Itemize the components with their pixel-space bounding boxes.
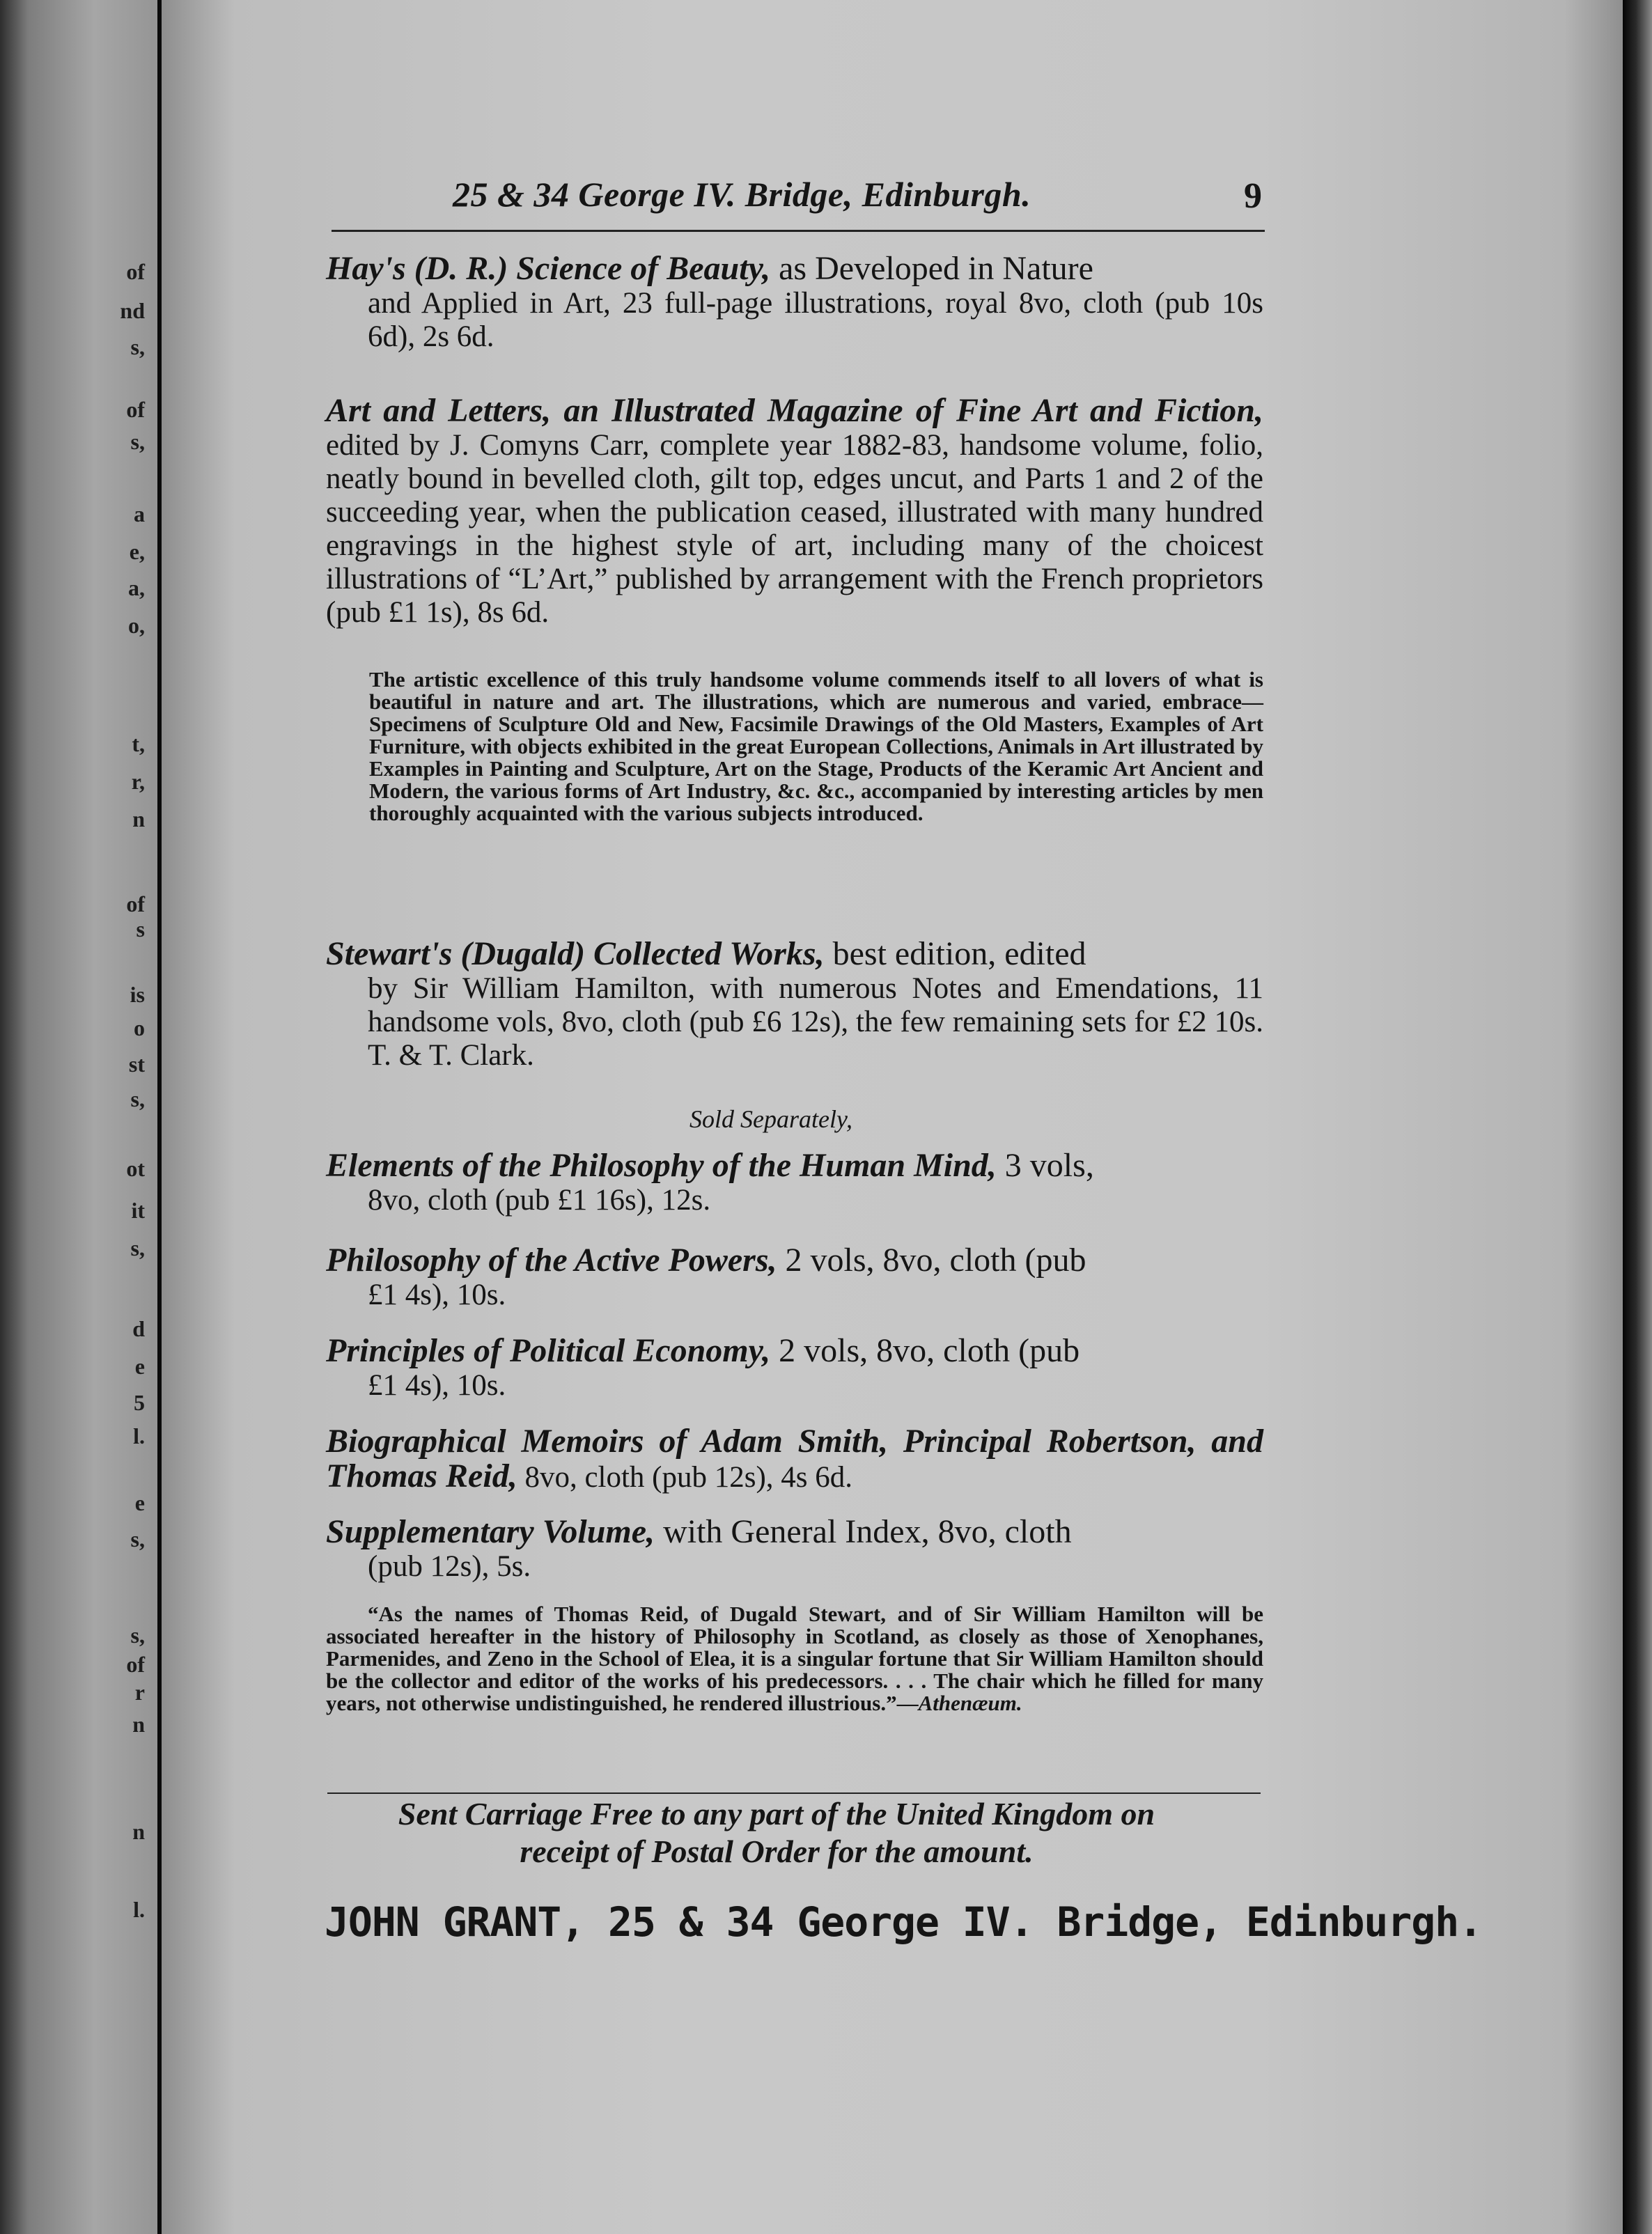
left-margin-fragment: s,: [130, 1235, 145, 1260]
entry-title: Stewart's (Dugald) Collected Works,: [326, 935, 825, 972]
left-margin-fragment: l.: [133, 1897, 145, 1922]
quote-text: “As the names of Thomas Reid, of Dugald Stewart, and of Sir William Hamilton will be associated hereafter in the history of Philosophy in Scotland, as closely as those of Xenophanes, Parmenides, and Zeno in the School of Elea, it is a singular fortune that Sir William Hamilton should be the collector and editor of the works of his predecessors. . . . The chair which he filled for many years, not otherwise undistinguished, he rendered illustrious.”—: [326, 1602, 1263, 1715]
left-margin-fragment: o,: [128, 613, 145, 638]
item-body: £1 4s), 10s.: [368, 1369, 506, 1402]
entry-title: Hay's (D. R.) Science of Beauty,: [326, 250, 771, 287]
page-number: 9: [1244, 176, 1262, 216]
item-lead: 2 vols, 8vo, cloth (pub: [770, 1332, 1080, 1369]
publisher-imprint: JOHN GRANT, 25 & 34 George IV. Bridge, Edinburgh.: [325, 1898, 1483, 1946]
left-margin-fragment: of: [126, 259, 145, 284]
item-body: 8vo, cloth (pub 12s), 4s 6d.: [524, 1461, 853, 1494]
carriage-notice: [293, 1795, 1261, 1870]
left-margin-fragment: ot: [126, 1156, 145, 1181]
entry-body: edited by J. Comyns Carr, complete year 1882-83, handsome volume, folio, neatly bound in bevelled cloth, gilt top, edges uncut, and Parts 1 and 2 of the succeeding year, when the publication ceased, illustrated with many hundred engravings in the highest style of art, including many of the choicest illustrations of “L’Art,” published by arrangement with the French proprietors (pub £1 1s), 8s 6d.: [326, 429, 1263, 629]
catalogue-entry-hay: [326, 252, 1263, 354]
item-lead: with General Index, 8vo, cloth: [655, 1513, 1072, 1550]
left-margin-fragment: r: [134, 1680, 145, 1705]
item-body: £1 4s), 10s.: [368, 1279, 506, 1311]
left-margin-fragment: it: [131, 1198, 145, 1223]
left-margin-fragment: n: [132, 1819, 145, 1844]
left-margin-fragment: s,: [130, 1623, 145, 1648]
header-rule: [332, 230, 1265, 232]
separate-item-memoirs: [326, 1425, 1263, 1494]
catalogue-entry-art-and-letters: [326, 394, 1263, 630]
item-title: Supplementary Volume,: [326, 1513, 655, 1550]
catalogue-entry-stewart: [326, 937, 1263, 1072]
item-lead: 3 vols,: [996, 1147, 1094, 1184]
separate-item-political-economy: [326, 1334, 1263, 1403]
left-margin-fragment: a,: [128, 575, 145, 600]
running-head: 25 & 34 George IV. Bridge, Edinburgh.: [453, 175, 1031, 214]
left-margin-fragment: e: [134, 1354, 145, 1379]
art-letters-note: The artistic excellence of this truly handsome volume commends itself to all lovers of what is beautiful in nature and art. The illustrations, which are numerous and varied, embrace—Specimens of Sculpture Old and New, Facsimile Drawings of the Old Masters, Examples of Art Furniture, with objects exhibited in the great European Collections, Animals in Art illustrated by Examples in Painting and Sculpture, Art on the Stage, Products of the Keramic Art Ancient and Modern, the various forms of Art Industry, &c. &c., accompanied by interesting articles by men thoroughly acquainted with the various subjects introduced.: [369, 667, 1263, 825]
left-margin-fragment: t,: [132, 731, 145, 756]
left-margin-fragment: s: [136, 916, 145, 942]
right-page-edge: [1623, 0, 1652, 2234]
left-margin-fragment: l.: [133, 1423, 145, 1448]
item-title: Philosophy of the Active Powers,: [326, 1242, 777, 1279]
left-margin-fragment: s,: [130, 1526, 145, 1552]
left-margin-fragment: s,: [130, 334, 145, 359]
item-title: Biographical Memoirs of Adam Smith, Principal Robertson, and Thomas Reid,: [326, 1423, 1263, 1494]
left-margin-fragment: n: [132, 1712, 145, 1737]
left-margin-fragment: e,: [129, 539, 145, 564]
entry-body: and Applied in Art, 23 full-page illustrations, royal 8vo, cloth (pub 10s 6d), 2s 6d.: [368, 287, 1263, 353]
left-margin-fragment: o: [134, 1015, 145, 1040]
left-margin-fragment: of: [126, 891, 145, 916]
left-margin-fragment: is: [130, 982, 145, 1007]
item-lead: 2 vols, 8vo, cloth (pub: [777, 1242, 1086, 1279]
separate-item-active-powers: [326, 1244, 1263, 1312]
left-margin-fragment: d: [132, 1316, 145, 1341]
left-margin-fragment: of: [126, 1652, 145, 1677]
entry-title: Art and Letters, an Illustrated Magazine of Fine Art and Fiction,: [326, 392, 1263, 429]
athenaeum-quote: [326, 1603, 1263, 1714]
left-margin-fragment: st: [128, 1052, 145, 1077]
item-title: Principles of Political Economy,: [326, 1332, 771, 1369]
item-body: (pub 12s), 5s.: [368, 1550, 531, 1583]
item-body: 8vo, cloth (pub £1 16s), 12s.: [368, 1184, 711, 1217]
left-margin-fragment: r,: [131, 769, 145, 794]
entry-body: by Sir William Hamilton, with numerous Notes and Emendations, 11 handsome vols, 8vo, cloth (pub £6 12s), the few remaining sets for £2 10s. T. & T. Clark.: [368, 972, 1263, 1072]
separate-item-elements: [326, 1149, 1263, 1217]
left-margin-fragment: of: [126, 397, 145, 422]
sold-separately-heading: Sold Separately,: [689, 1105, 852, 1133]
left-page-margin: [0, 0, 157, 2234]
left-margin-fragment: e: [134, 1490, 145, 1515]
separate-item-supplementary: [326, 1515, 1263, 1584]
carriage-line-2: receipt of Postal Order for the amount.: [520, 1834, 1034, 1869]
item-title: Elements of the Philosophy of the Human Mind,: [326, 1147, 997, 1184]
left-margin-fragment: a: [134, 501, 145, 526]
left-margin-fragment: n: [132, 806, 145, 831]
entry-lead: best edition, edited: [824, 935, 1086, 972]
carriage-line-1: Sent Carriage Free to any part of the United Kingdom on: [398, 1796, 1155, 1831]
entry-lead: as Developed in Nature: [770, 250, 1093, 287]
left-margin-fragment: s,: [130, 429, 145, 454]
footer-rule: [327, 1792, 1261, 1794]
left-margin-fragment: nd: [120, 298, 145, 323]
left-margin-fragment: 5: [134, 1390, 145, 1415]
left-margin-fragment: s,: [130, 1086, 145, 1111]
quote-source: Athenæum.: [918, 1691, 1022, 1715]
